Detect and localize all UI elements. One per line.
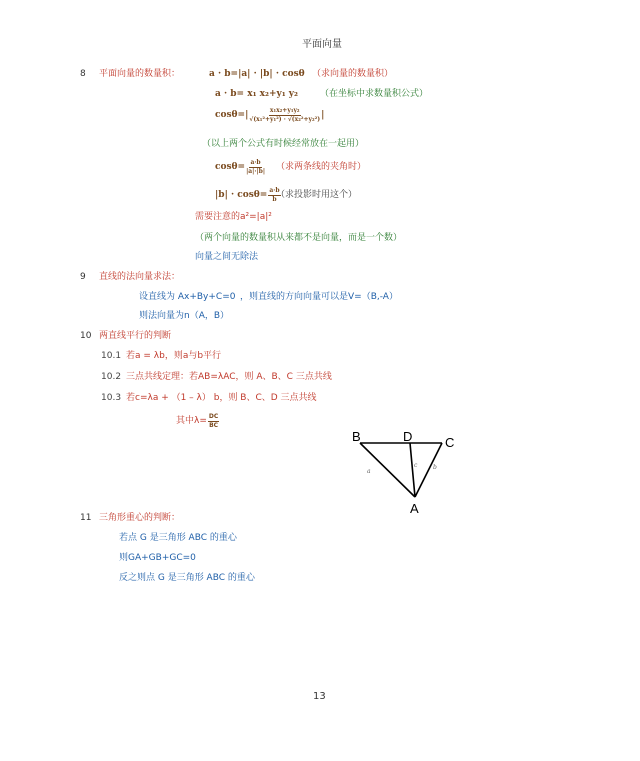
lambda-definition — [176, 414, 220, 429]
fraction-numerator: a·b — [250, 159, 261, 166]
label-d: D — [403, 429, 413, 444]
formula-projection — [215, 188, 282, 203]
vector-a-label: a — [367, 468, 371, 475]
formula-coordinate-dot: a · b= x₁ x₂+y₁ y₂ — [215, 89, 298, 99]
lambda-fraction — [208, 414, 219, 429]
section-9-number: 9 — [80, 272, 86, 282]
comment-coordinate-dot: （在坐标中求数量积公式） — [320, 89, 429, 99]
section-10-title: 两直线平行的判断 — [99, 331, 172, 341]
fraction-numerator: x₁x₂+y₁y₂ — [269, 107, 300, 114]
formula-cos-angle — [215, 160, 266, 175]
page-number: 13 — [313, 691, 326, 702]
lambda-definition-lhs: 其中λ= — [176, 416, 207, 426]
subsection-10-1-text: 若a = λb，则a与b平行 — [126, 351, 222, 361]
segment-ad — [410, 443, 415, 497]
fraction-denominator: b — [272, 196, 277, 203]
normal-vector: 则法向量为n（A，B） — [139, 311, 230, 321]
comment-projection: （求投影时用这个） — [276, 190, 358, 200]
comment-angle: （求两条线的夹角时） — [276, 162, 367, 172]
vector-c-label: c — [414, 462, 418, 469]
subsection-10-1-number: 10.1 — [101, 351, 122, 361]
note-formulas-together: （以上两个公式有时候经常放在一起用） — [202, 139, 365, 149]
vector-b-label: b — [433, 464, 437, 471]
formula-dot-product: a · b=|a| · |b| · cosθ — [209, 69, 305, 79]
formula-cos-coordinate-fraction — [249, 108, 320, 123]
page-title: 平面向量 — [302, 39, 342, 50]
line-equation: 设直线为 Ax+By+C=0 — [139, 292, 236, 302]
comment-dot-product: （求向量的数量积） — [312, 69, 394, 79]
label-b: B — [352, 429, 361, 444]
fraction-denominator: |a|·|b| — [246, 168, 265, 175]
fraction-denominator: √(x₁²+y₁²) · √(x₂²+y₂²) — [249, 116, 321, 123]
triangle-diagram — [340, 425, 470, 520]
formula-projection-lhs: |b| · cosθ= — [215, 190, 268, 200]
section-8-title: 平面向量的数量积： — [99, 69, 181, 79]
label-c: C — [445, 435, 455, 450]
subsection-10-2-text: 三点共线定理：若AB=λAC，则 A、B、C 三点共线 — [126, 372, 332, 382]
note-dot-is-scalar: （两个向量的数量积从来都不是向量，而是一个数） — [195, 233, 403, 243]
fraction-numerator: a·b — [269, 187, 280, 194]
fraction-numerator: DC — [208, 413, 219, 420]
section-8-number: 8 — [80, 69, 86, 79]
section-10-number: 10 — [80, 331, 92, 341]
subsection-10-2-number: 10.2 — [101, 372, 122, 382]
centroid-vector-sum: 则GA+GB+GC=0 — [119, 553, 196, 563]
section-11-title: 三角形重心的判断： — [99, 513, 181, 523]
note-square-magnitude: 需要注意的a²=|a|² — [195, 212, 272, 222]
direction-vector: ，则直线的方向向量可以是V=（B,-A） — [240, 292, 398, 302]
note-no-division: 向量之间无除法 — [195, 252, 259, 262]
formula-cos-angle-lhs: cosθ= — [215, 162, 246, 172]
fraction-denominator: BC — [209, 422, 219, 429]
formula-cos-angle-fraction — [246, 160, 265, 175]
centroid-converse: 反之则点 G 是三角形 ABC 的重心 — [119, 573, 255, 583]
formula-cos-coordinate-lhs: cosθ=| — [215, 110, 249, 120]
formula-cos-coordinate — [215, 108, 324, 123]
subsection-10-3-text: 若c=λa + （1 – λ） b，则 B、C、D 三点共线 — [126, 393, 317, 403]
side-ac — [415, 443, 442, 497]
label-a: A — [410, 501, 419, 516]
section-11-number: 11 — [80, 513, 92, 523]
centroid-condition: 若点 G 是三角形 ABC 的重心 — [119, 533, 237, 543]
section-9-title: 直线的法向量求法： — [99, 272, 181, 282]
formula-cos-coordinate-rhs: | — [321, 110, 325, 120]
subsection-10-3-number: 10.3 — [101, 393, 122, 403]
